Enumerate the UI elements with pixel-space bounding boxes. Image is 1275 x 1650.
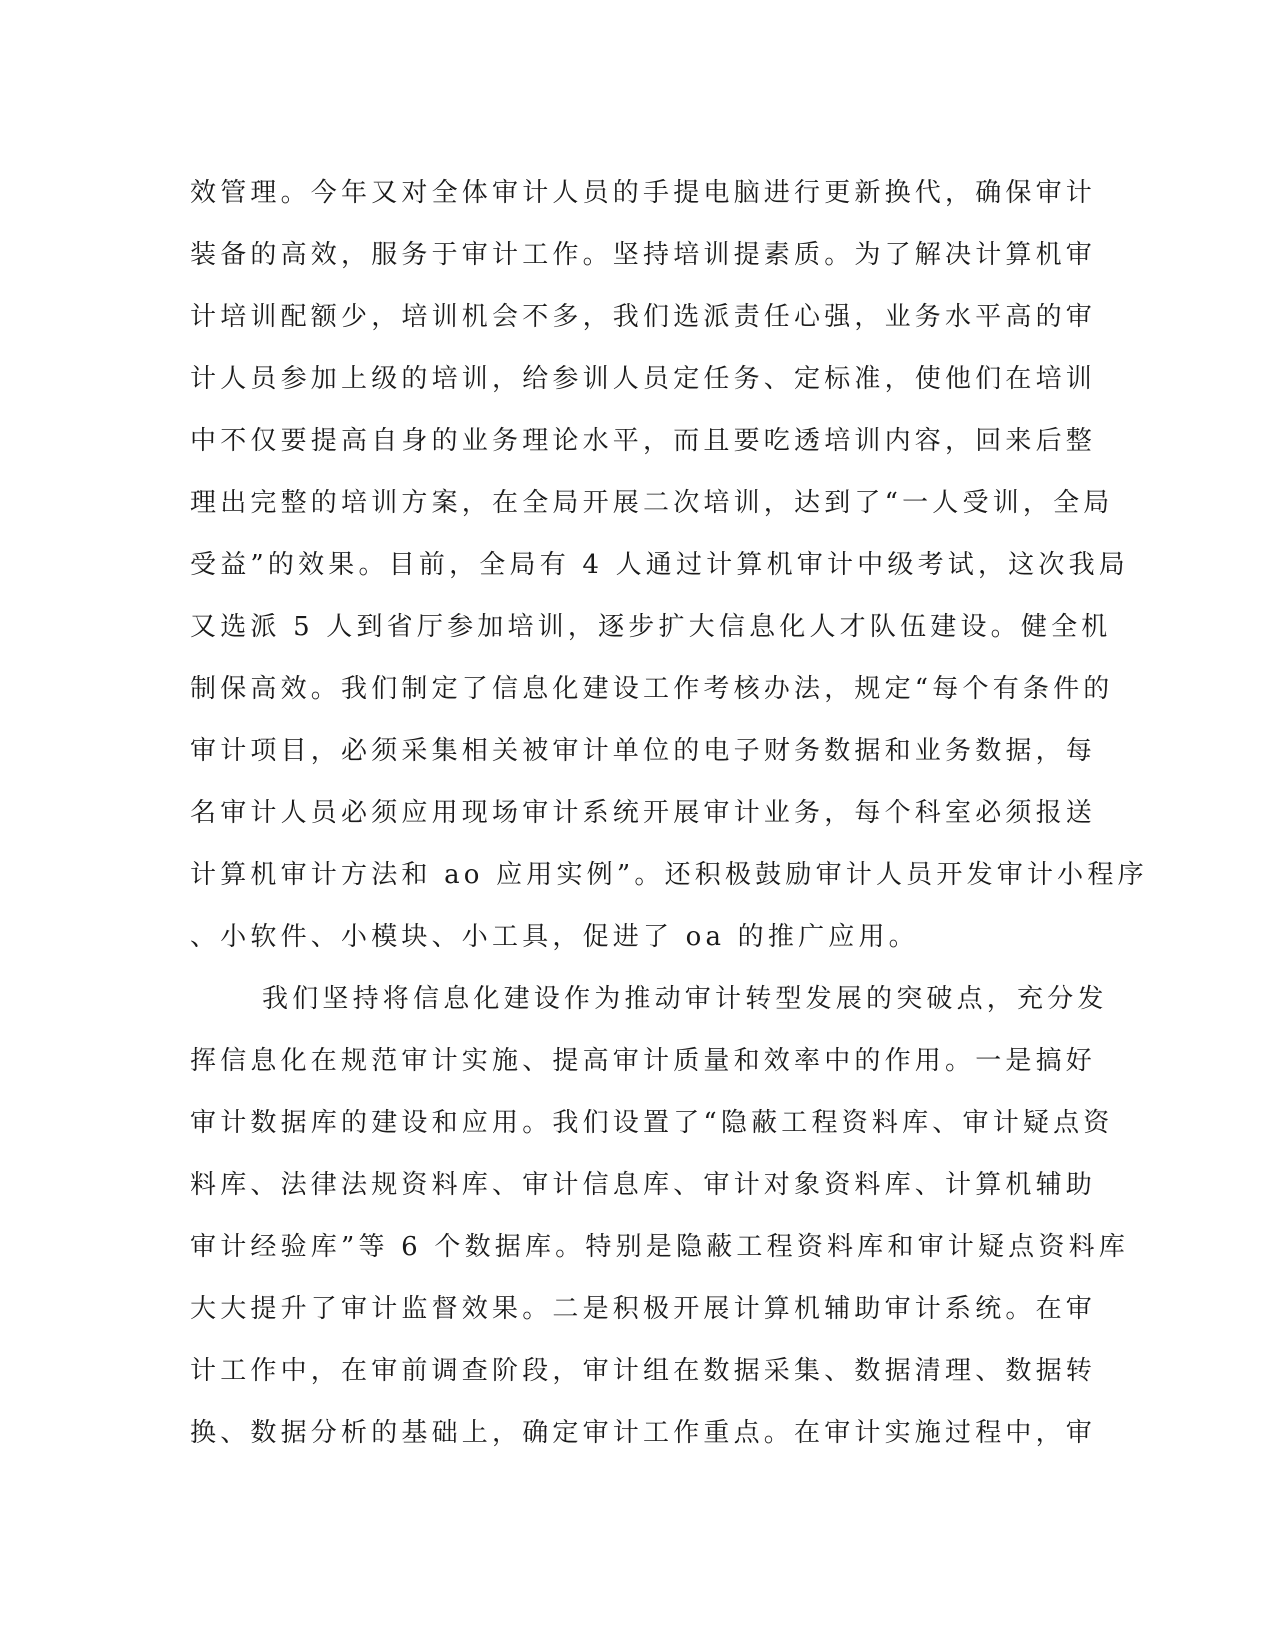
text-line: 效管理。今年又对全体审计人员的手提电脑进行更新换代，确保审计 [190, 178, 1097, 208]
text-line: 审计经验库”等 6 个数据库。特别是隐蔽工程资料库和审计疑点资料库 [190, 1232, 1129, 1262]
text-line: 大大提升了审计监督效果。二是积极开展计算机辅助审计系统。在审 [190, 1294, 1097, 1324]
text-line: 、小软件、小模块、小工具，促进了 oa 的推广应用。 [190, 922, 919, 952]
text-line: 审计项目，必须采集相关被审计单位的电子财务数据和业务数据，每 [190, 736, 1097, 766]
document-body [190, 162, 1148, 1464]
paragraph-1 [190, 162, 1148, 968]
text-line: 审计数据库的建设和应用。我们设置了“隐蔽工程资料库、审计疑点资 [190, 1108, 1114, 1138]
text-line: 装备的高效，服务于审计工作。坚持培训提素质。为了解决计算机审 [190, 240, 1097, 270]
text-line: 名审计人员必须应用现场审计系统开展审计业务，每个科室必须报送 [190, 798, 1097, 828]
text-line: 计工作中，在审前调查阶段，审计组在数据采集、数据清理、数据转 [190, 1356, 1097, 1386]
text-line: 挥信息化在规范审计实施、提高审计质量和效率中的作用。一是搞好 [190, 1046, 1097, 1076]
text-line: 我们坚持将信息化建设作为推动审计转型发展的突破点，充分发 [262, 984, 1108, 1014]
text-line: 计人员参加上级的培训，给参训人员定任务、定标准，使他们在培训 [190, 364, 1097, 394]
text-line: 料库、法律法规资料库、审计信息库、审计对象资料库、计算机辅助 [190, 1170, 1097, 1200]
text-line: 理出完整的培训方案，在全局开展二次培训，达到了“一人受训，全局 [190, 488, 1114, 518]
text-line: 受益”的效果。目前，全局有 4 人通过计算机审计中级考试，这次我局 [190, 550, 1129, 580]
text-line: 计算机审计方法和 ao 应用实例”。还积极鼓励审计人员开发审计小程序 [190, 860, 1148, 890]
text-line: 中不仅要提高自身的业务理论水平，而且要吃透培训内容，回来后整 [190, 426, 1097, 456]
paragraph-2 [190, 968, 1129, 1464]
text-line: 换、数据分析的基础上，确定审计工作重点。在审计实施过程中，审 [190, 1418, 1097, 1448]
text-line: 又选派 5 人到省厅参加培训，逐步扩大信息化人才队伍建设。健全机 [190, 612, 1112, 642]
text-line: 制保高效。我们制定了信息化建设工作考核办法，规定“每个有条件的 [190, 674, 1114, 704]
text-line: 计培训配额少，培训机会不多，我们选派责任心强，业务水平高的审 [190, 302, 1097, 332]
